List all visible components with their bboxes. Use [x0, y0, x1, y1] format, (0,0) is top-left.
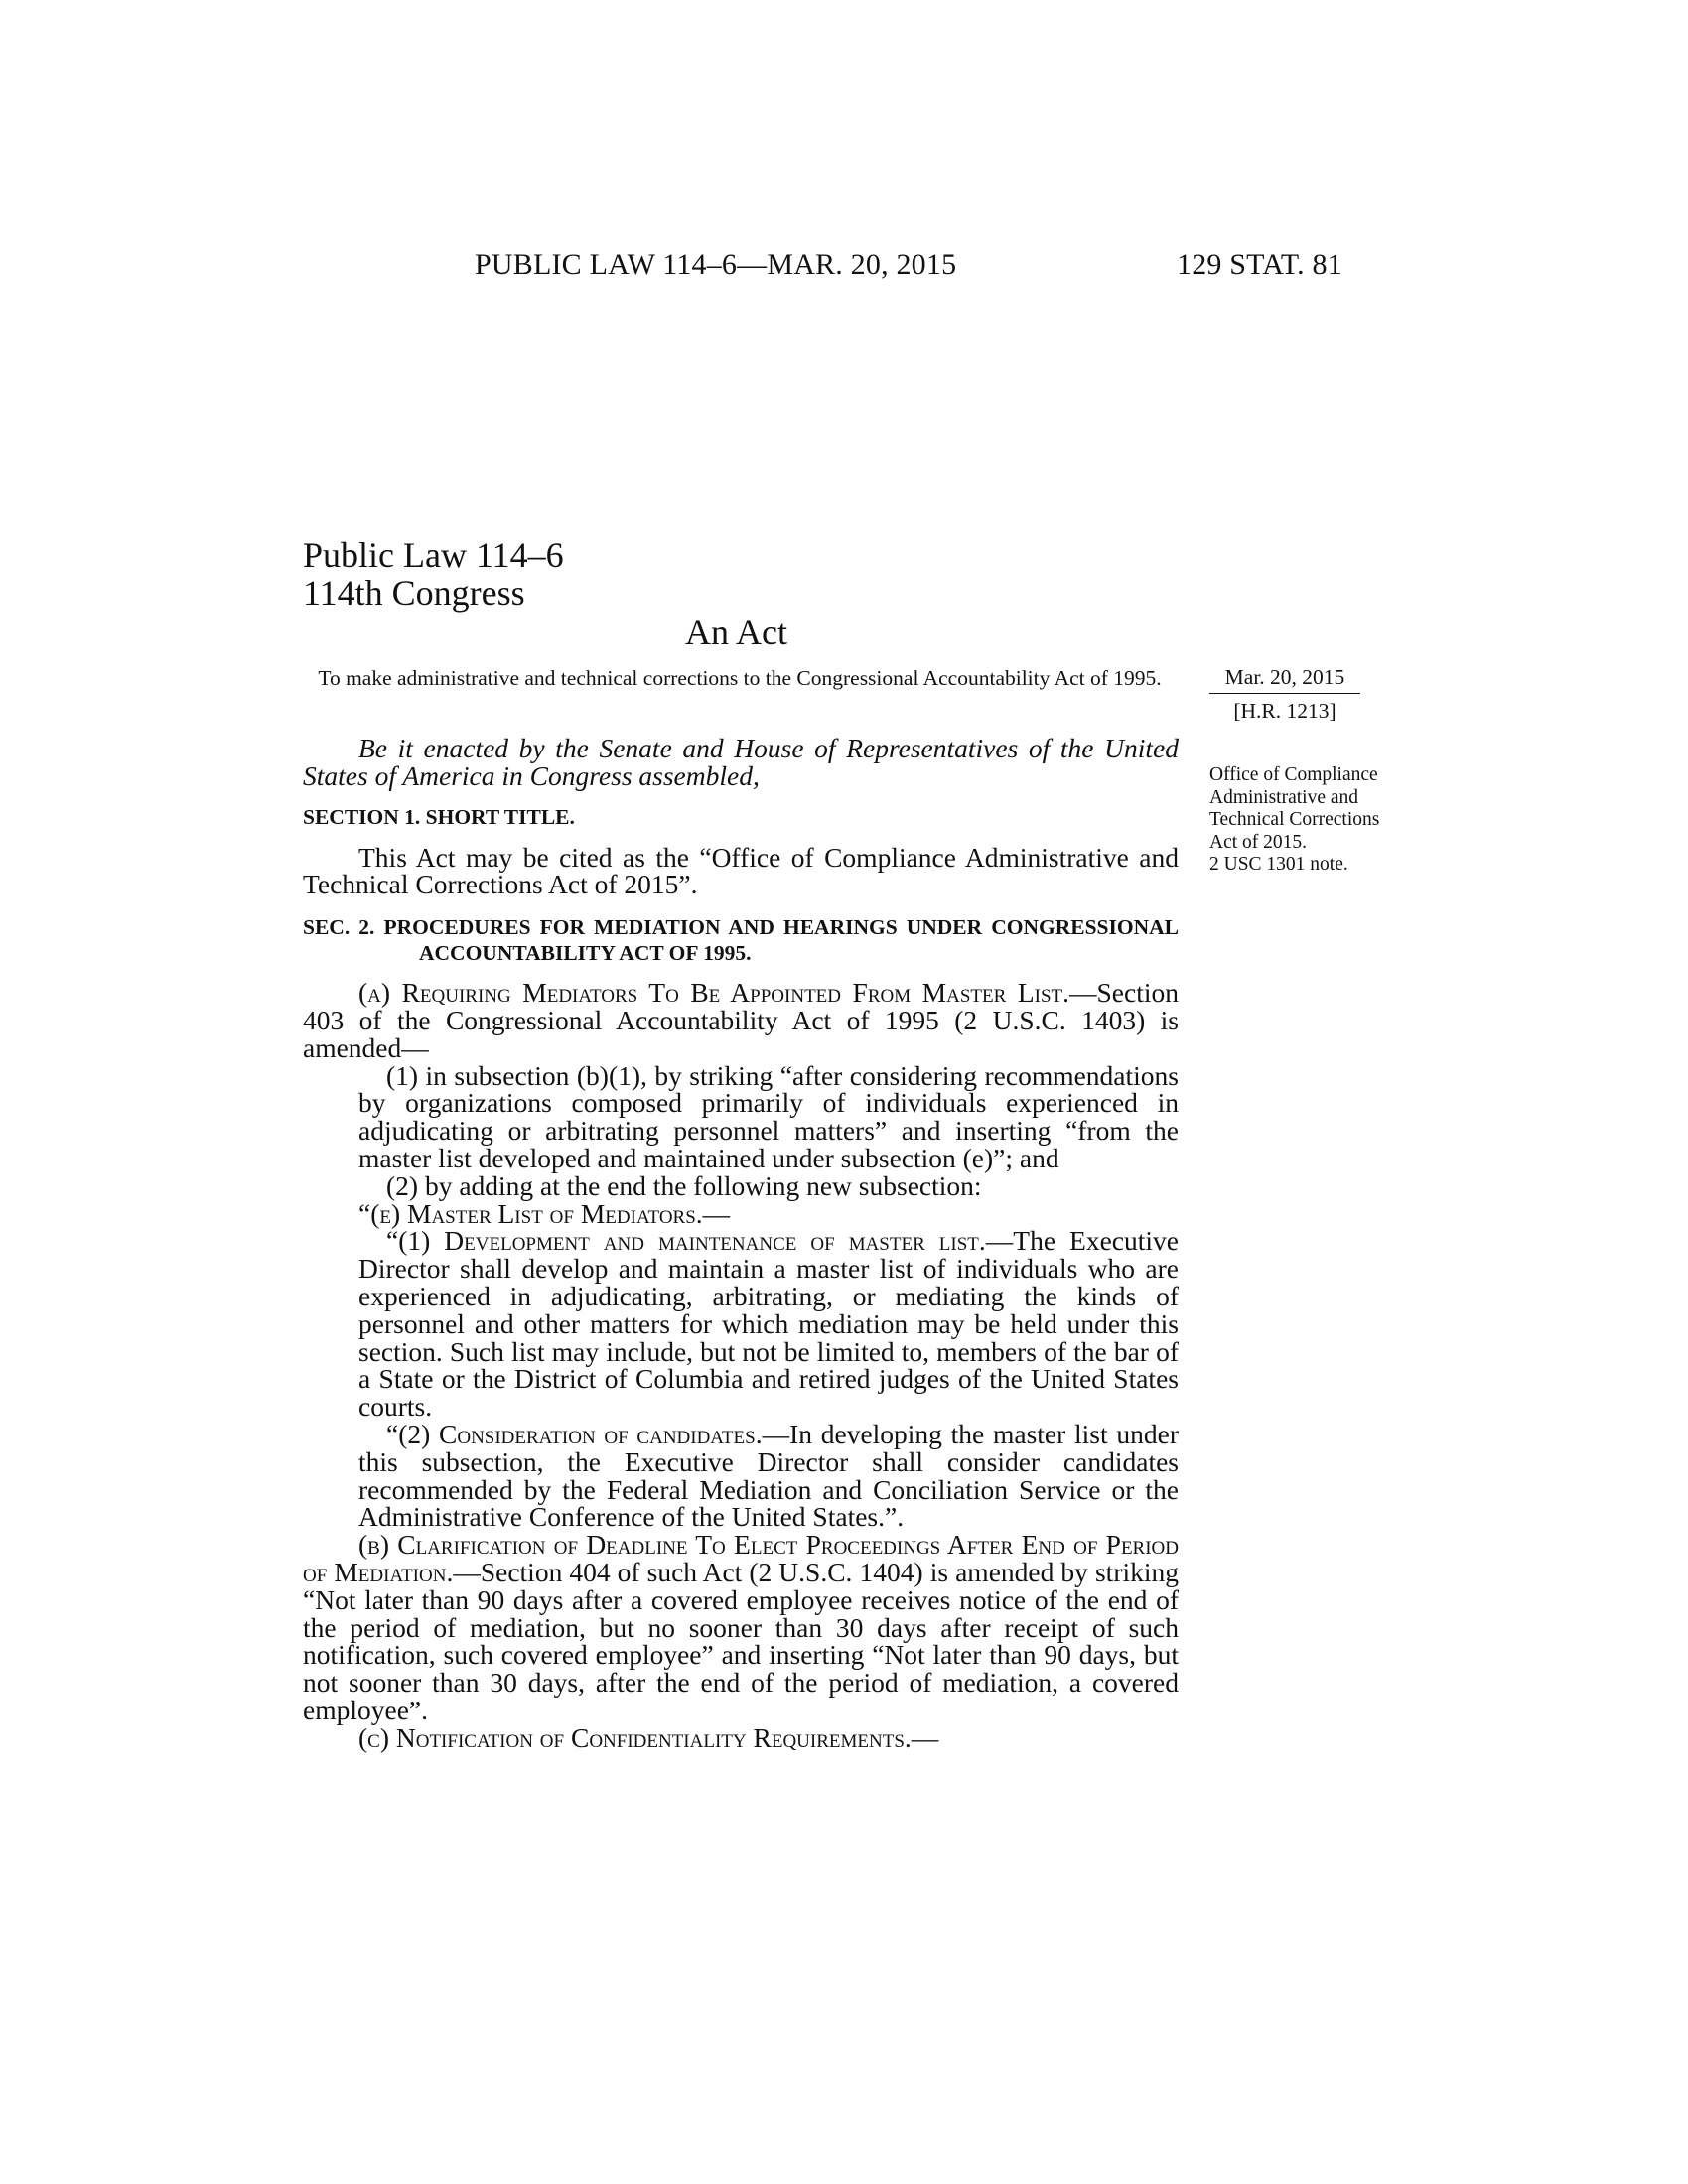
subsection-c-heading: (c) Notification of Confidentiality Requirements. [358, 1721, 912, 1753]
running-header-page-number: 129 STAT. 81 [1177, 248, 1342, 281]
paragraph-e1-text: —The Executive Director shall develop and maintain a master list of individuals who are experienced in adjudicating, arbitrating, or mediating the kinds of personnel and other matters for which mediation may be held under this section. Such list may include, but not be limited to, members of the bar of a State or the District of Columbia and retired judges of the United States courts. [358, 1225, 1179, 1423]
section-2-heading: SEC. 2. PROCEDURES FOR MEDIATION AND HEARINGS UNDER CONGRESSIONAL ACCOUNTABILITY ACT OF 1995. [303, 915, 1179, 966]
margin-note-short-title-text: Office of Compliance Administrative and Technical Corrections Act of 2015. [1209, 764, 1380, 853]
subsection-a-text: —Section 403 of the Congressional Accountability Act of 1995 (2 U.S.C. 1403) is amended— [303, 977, 1179, 1063]
subsection-a-heading: (a) Requiring Mediators To Be Appointed From Master List. [358, 977, 1069, 1009]
paragraph-a2: (2) by adding at the end the following new subsection: [386, 1169, 982, 1201]
act-heading: An Act [685, 613, 787, 652]
section-1-text: This Act may be cited as the “Office of Compliance Administrative and Technical Corrections Act of 2015”. [303, 841, 1179, 900]
enacting-clause: Be it enacted by the Senate and House of Representatives of the United States of America in Congress assembled, [303, 733, 1179, 791]
running-header-left: PUBLIC LAW 114–6—MAR. 20, 2015 [475, 248, 957, 281]
act-body [303, 735, 1179, 1752]
section-1-heading: SECTION 1. SHORT TITLE. [303, 804, 575, 829]
margin-note-date: Mar. 20, 2015 [1209, 665, 1360, 694]
paragraph-e2-heading: “(2) Consideration of candidates. [386, 1418, 763, 1449]
congress-number: 114th Congress [303, 573, 525, 613]
margin-note-short-title [1209, 764, 1383, 877]
subsection-b-text: —Section 404 of such Act (2 U.S.C. 1404) is amended by striking “Not later than 90 days after a covered employee receives notice of the end of the period of mediation, but no sooner than 30 days after receipt of such notification, such covered employee” and inserting “Not later than 90 days, but not sooner than 30 days, after the end of the period of mediation, a covered employee”. [303, 1556, 1180, 1725]
paragraph-e2 [303, 1418, 1179, 1533]
subsection-c-text: — [911, 1721, 939, 1753]
act-purpose: To make administrative and technical corrections to the Congressional Accountability Act of 1995. [318, 666, 1162, 690]
subsection-e-heading: “(e) Master List of Mediators.— [358, 1197, 731, 1229]
paragraph-a1: (1) in subsection (b)(1), by striking “after considering recommendations by organizations composed primarily of individuals experienced in adjudicating or arbitrating personnel matters” and inserting “from the master list developed and maintained under subsection (e)”; and [358, 1059, 1179, 1173]
margin-note-usc: 2 USC 1301 note. [1209, 854, 1348, 875]
margin-note-bill-number: [H.R. 1213] [1233, 699, 1336, 723]
subsection-b-heading: (b) Clarification of Deadline To Elect Proceedings After End of Period of Mediation. [303, 1529, 1179, 1587]
subsection-a [303, 979, 1179, 1061]
subsection-c [303, 1721, 1179, 1753]
paragraph-e1-heading: “(1) Development and maintenance of master list. [386, 1225, 986, 1257]
public-law-number: Public Law 114–6 [303, 535, 564, 575]
paragraph-e1 [303, 1227, 1179, 1421]
subsection-b [303, 1531, 1179, 1724]
paragraph-e2-text: —In developing the master list under this subsection, the Executive Director shall consider candidates recommended by the Federal Mediation and Conciliation Service or the Administrative Conference of the United States.”. [358, 1418, 1179, 1533]
